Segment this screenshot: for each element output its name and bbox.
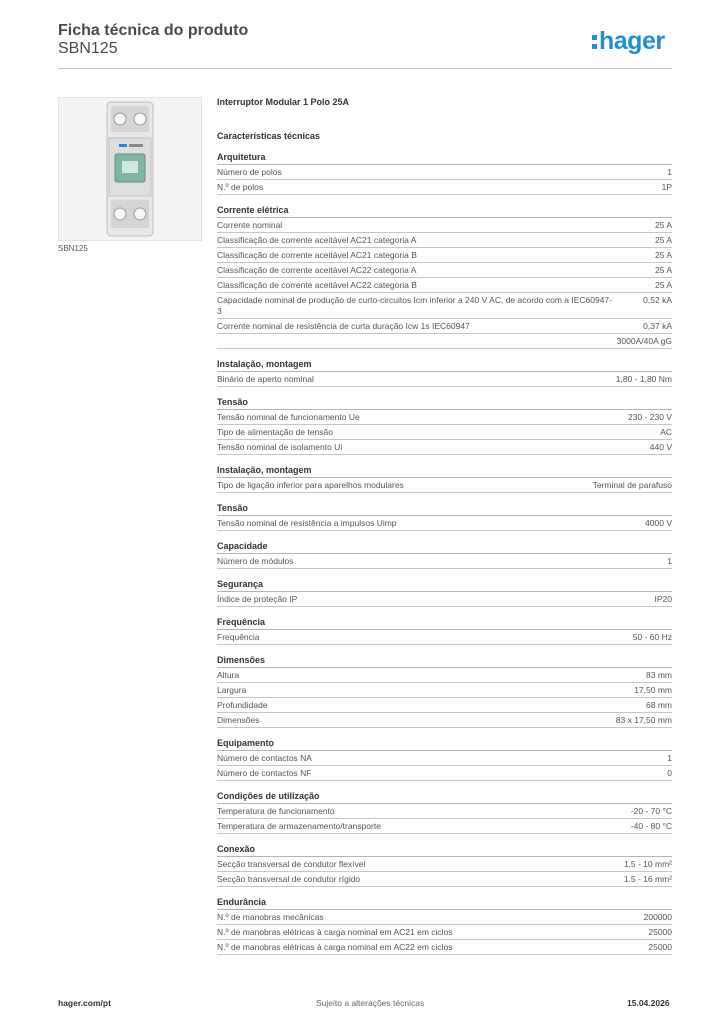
spec-value: 440 V [649,442,672,452]
spec-label: Tensão nominal de resistência a impulsos Uimp [217,518,397,528]
spec-label: Altura [217,670,240,680]
section-title: Equipamento [217,736,672,751]
spec-row [217,940,672,955]
spec-row [217,766,672,781]
spec-section [217,653,672,728]
spec-row [217,165,672,180]
spec-value: 1P [661,182,672,192]
spec-row [217,554,672,569]
spec-label: Secção transversal de condutor rígido [217,874,361,884]
section-title: Instalação, montagem [217,463,672,478]
footer-notice: Sujeito a alterações técnicas [316,998,425,1008]
spec-value: 1 [667,556,672,566]
spec-row [217,440,672,455]
spec-label: Índice de proteção IP [217,594,298,604]
spec-sections [217,150,672,955]
spec-section [217,203,672,349]
spec-value: 83 mm [646,670,672,680]
spec-row [217,218,672,233]
spec-section [217,357,672,387]
spec-row [217,630,672,645]
product-code: SBN125 [58,40,118,57]
section-title: Dimensões [217,653,672,668]
spec-value: 25000 [648,942,672,952]
spec-label: Número de módulos [217,556,294,566]
section-title: Capacidade [217,539,672,554]
logo-colon-icon [592,33,597,49]
spec-value: 0 [667,768,672,778]
spec-value: 50 - 60 Hz [632,632,672,642]
spec-row [217,872,672,887]
spec-row [217,804,672,819]
spec-row [217,516,672,531]
spec-label: Tipo de ligação inferior para aparelhos modulares [217,480,404,490]
spec-value: 0,52 kA [643,295,672,305]
spec-value: 17,50 mm [634,685,672,695]
spec-label: Classificação de corrente aceitável AC21 categoria A [217,235,417,245]
spec-label: Número de contactos NF [217,768,312,778]
spec-section [217,150,672,195]
spec-value: 25 A [654,235,672,245]
section-title: Condições de utilização [217,789,672,804]
spec-label: Largura [217,685,247,695]
spec-label: Número de polos [217,167,282,177]
section-title: Conexão [217,842,672,857]
spec-value: 4000 V [645,518,672,528]
spec-label: Número de contactos NA [217,753,312,763]
spec-value: 1 [667,167,672,177]
spec-label: Corrente nominal de resistência de curta duração Icw 1s IEC60947 [217,321,470,331]
logo-text: hager [599,27,665,55]
section-title: Instalação, montagem [217,357,672,372]
spec-label: Binário de aperto nominal [217,374,314,384]
spec-label: Temperatura de funcionamento [217,806,335,816]
spec-value: 68 mm [646,700,672,710]
spec-value: 1.5 - 10 mm² [623,859,672,869]
spec-value: 1 [667,753,672,763]
spec-row [217,751,672,766]
spec-label: N.º de manobras elétricas à carga nominal em AC22 em ciclos [217,942,453,952]
spec-row [217,478,672,493]
section-title: Tensão [217,501,672,516]
spec-label: Corrente nominal [217,220,283,230]
spec-row [217,372,672,387]
spec-label: Tensão nominal de isolamento Ui [217,442,343,452]
spec-label: N.º de manobras mecânicas [217,912,324,922]
spec-value: 25000 [648,927,672,937]
spec-row [217,698,672,713]
image-caption: SBN125 [58,244,88,253]
spec-value: 1,80 - 1,80 Nm [615,374,672,384]
spec-row [217,248,672,263]
spec-label: Classificação de corrente aceitável AC22 categoria A [217,265,417,275]
spec-value: IP20 [654,594,672,604]
spec-value: 25 A [654,280,672,290]
spec-content [217,96,672,955]
spec-value: 25 A [654,265,672,275]
spec-value: 25 A [654,250,672,260]
spec-label: Dimensões [217,715,260,725]
spec-row [217,293,672,319]
spec-row [217,263,672,278]
spec-value: 3000A/40A gG [616,336,672,346]
spec-section [217,501,672,531]
spec-row [217,857,672,872]
spec-label: N.º de polos [217,182,264,192]
spec-row [217,180,672,195]
spec-row [217,334,672,349]
spec-label: Frequência [217,632,260,642]
spec-section [217,615,672,645]
spec-label: Capacidade nominal de produção de curto-circuitos Icm inferior a 240 V AC, de acordo com a IEC60947-3 [217,295,612,316]
spec-section [217,895,672,955]
spec-label: Temperatura de armazenamento/transporte [217,821,381,831]
section-title: Frequência [217,615,672,630]
spec-row [217,410,672,425]
spec-label: Secção transversal de condutor flexível [217,859,366,869]
spec-section [217,395,672,455]
spec-row [217,425,672,440]
spec-label: Classificação de corrente aceitável AC22 categoria B [217,280,417,290]
spec-label: N.º de manobras elétricas à carga nominal em AC21 em ciclos [217,927,453,937]
spec-row [217,925,672,940]
spec-row [217,278,672,293]
spec-section [217,736,672,781]
spec-section [217,577,672,607]
spec-value: 0,37 kA [643,321,672,331]
spec-section [217,789,672,834]
spec-value: -40 - 80 °C [630,821,672,831]
spec-row [217,592,672,607]
product-name: Interruptor Modular 1 Polo 25A [217,97,350,107]
breaker-drawing [59,98,201,240]
spec-label: Profundidade [217,700,268,710]
spec-row [217,683,672,698]
section-title: Corrente elétrica [217,203,672,218]
spec-value: 230 - 230 V [628,412,672,422]
characteristics-title: Características técnicas [217,131,321,141]
spec-row [217,319,672,334]
footer-date: 15.04.2026 [627,998,670,1008]
header-divider [58,68,672,69]
section-title: Segurança [217,577,672,592]
spec-row [217,668,672,683]
spec-section [217,539,672,569]
product-image [58,97,202,241]
spec-value: 1.5 - 16 mm² [623,874,672,884]
spec-value: -20 - 70 °C [630,806,672,816]
spec-value: AC [660,427,672,437]
hager-logo [592,27,665,56]
spec-value: 200000 [643,912,672,922]
footer-website: hager.com/pt [58,998,111,1008]
spec-row [217,713,672,728]
spec-label: Tensão nominal de funcionamento Ue [217,412,360,422]
spec-row [217,233,672,248]
section-title: Tensão [217,395,672,410]
spec-value: 83 x 17,50 mm [615,715,672,725]
spec-section [217,463,672,493]
page-title: Ficha técnica do produto [58,22,249,39]
spec-row [217,910,672,925]
spec-section [217,842,672,887]
spec-row [217,819,672,834]
spec-value: Terminal de parafuso [592,480,672,490]
section-title: Endurância [217,895,672,910]
section-title: Arquitetura [217,150,672,165]
spec-label: Classificação de corrente aceitável AC21 categoria B [217,250,417,260]
spec-label: Tipo de alimentação de tensão [217,427,333,437]
spec-value: 25 A [654,220,672,230]
